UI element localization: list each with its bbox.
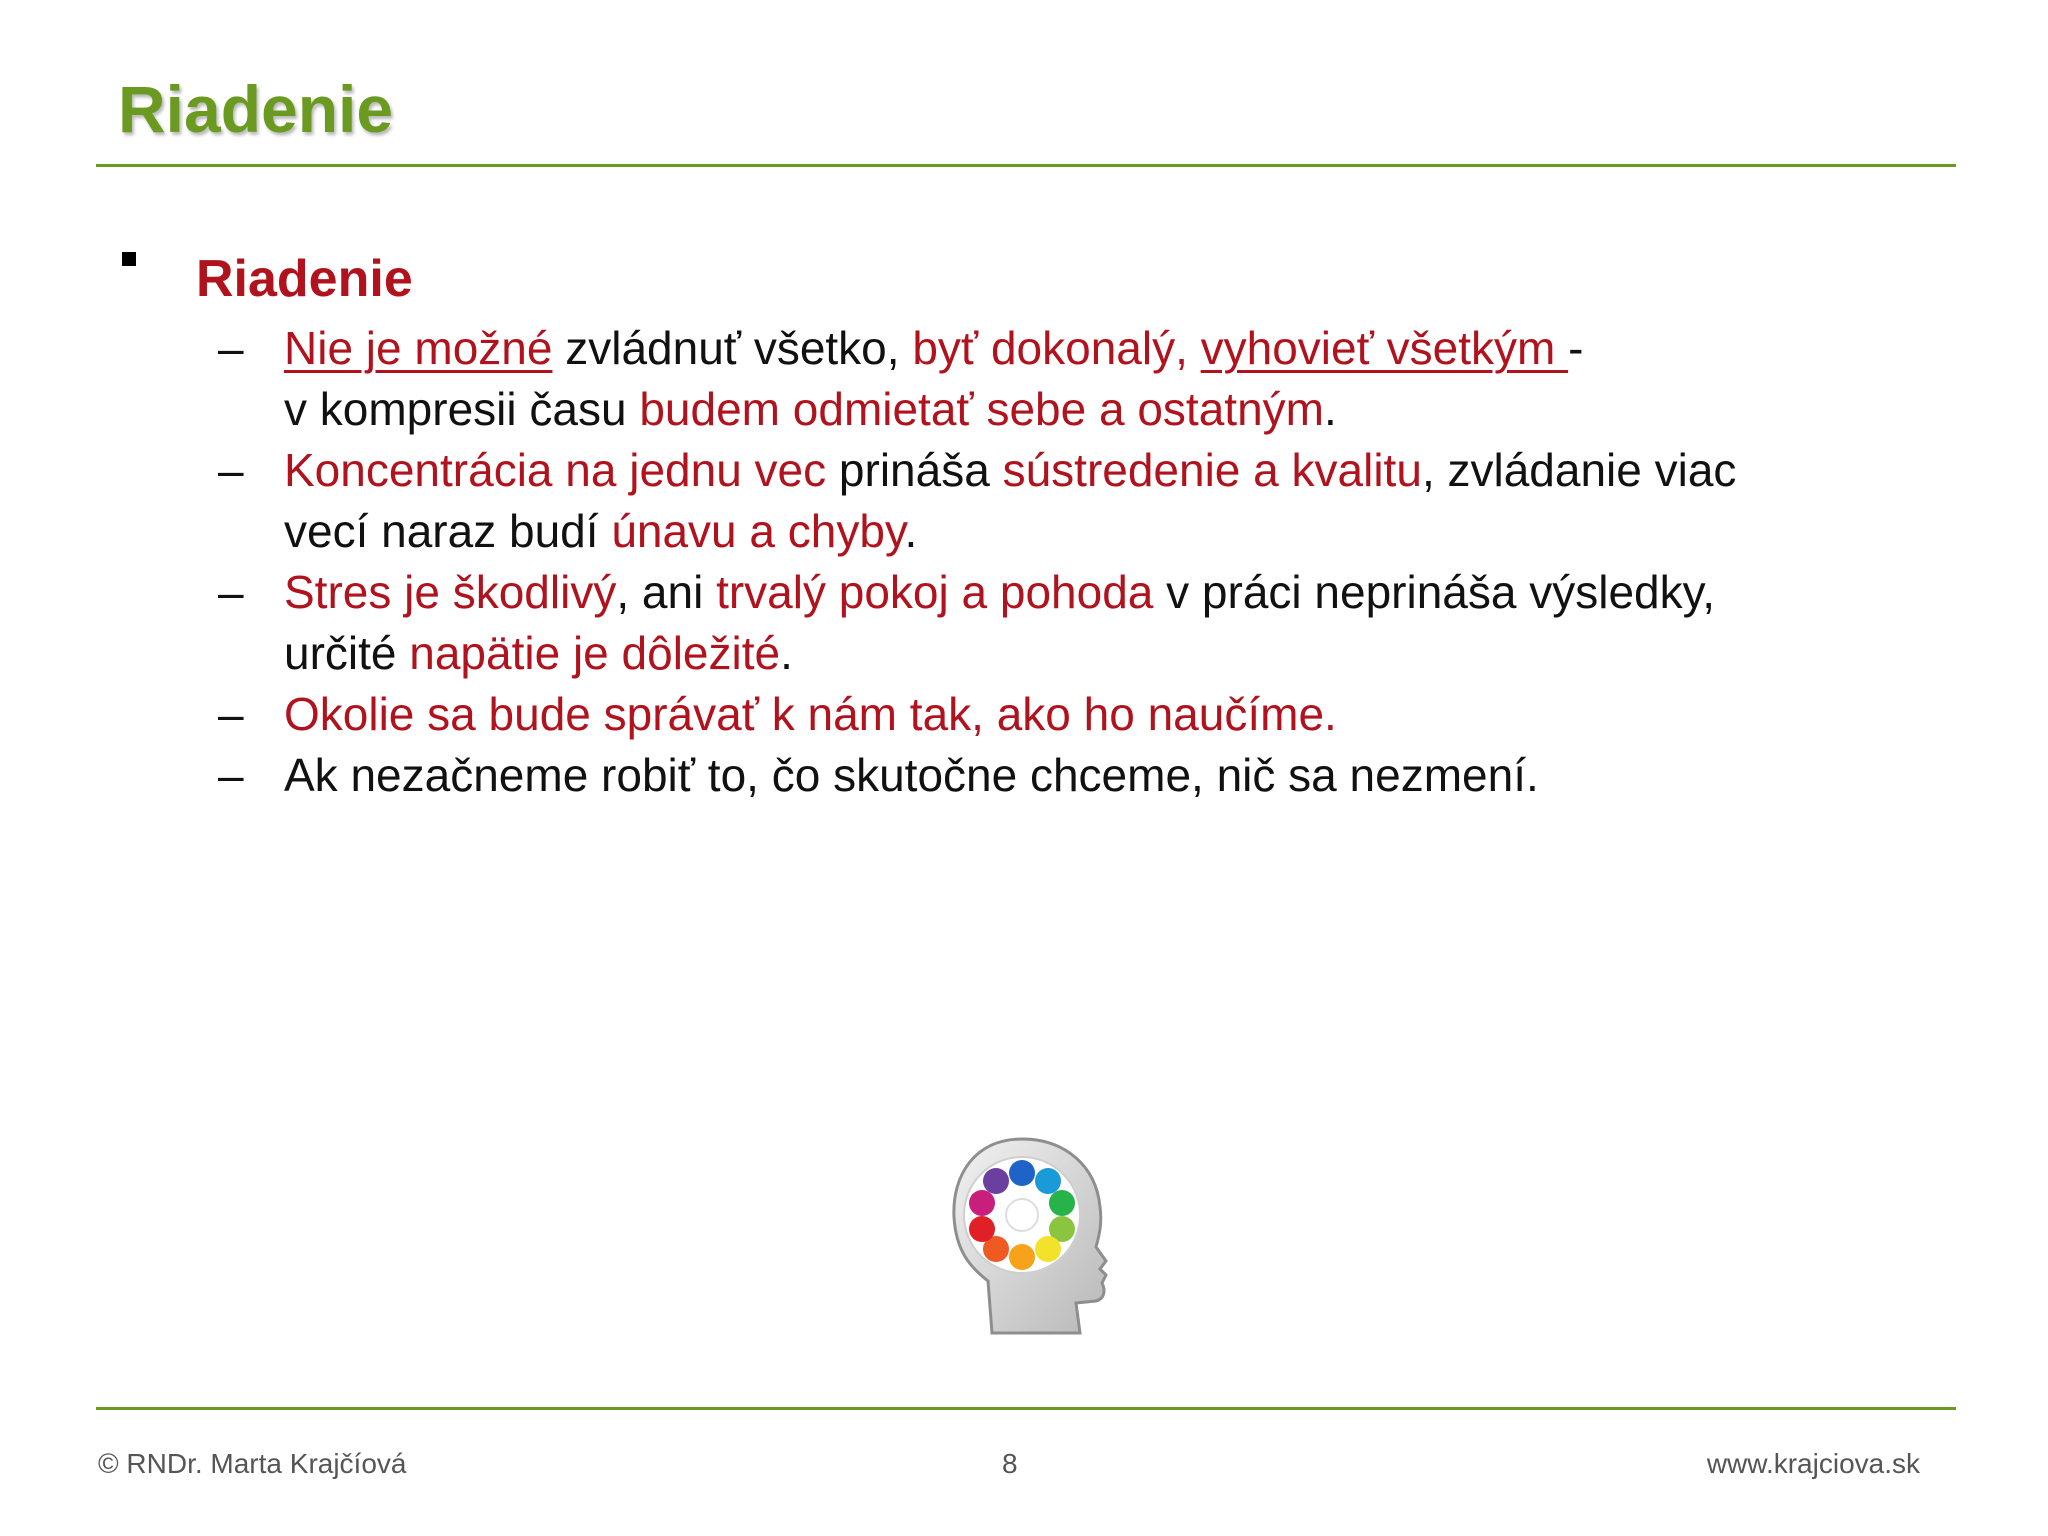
bullet-marker — [122, 252, 136, 266]
sub-bullet-item — [218, 745, 1918, 806]
sub-bullet-item — [218, 684, 1918, 745]
dash-marker: – — [218, 444, 244, 496]
text-segment: , ani — [616, 566, 717, 618]
dash-marker: – — [218, 688, 244, 740]
sub-bullet-item — [218, 318, 1918, 440]
footer-website: www.krajciova.sk — [1706, 1448, 1920, 1479]
title-divider — [96, 164, 1956, 167]
text-segment: sústredenie a kvalitu — [1002, 444, 1422, 496]
text-segment: vyhovieť všetkým — [1200, 322, 1569, 374]
page-number: 8 — [1002, 1448, 1018, 1479]
text-segment: - — [1568, 322, 1584, 374]
text-segment: v práci neprináša výsledky, — [1153, 566, 1715, 618]
text-segment: Nie je možné — [284, 322, 553, 374]
head-with-colorful-lightbulbs-icon — [930, 1125, 1130, 1345]
text-segment: . — [780, 627, 793, 679]
text-segment: v kompresii času — [284, 383, 640, 435]
text-segment: , zvládanie viac — [1421, 444, 1737, 496]
slide-title: Riadenie — [118, 72, 394, 146]
square-bullet-icon — [122, 252, 136, 266]
text-segment: budem odmietať sebe a ostatným — [639, 383, 1324, 435]
text-segment: únavu a chyby — [611, 505, 905, 557]
text-segment: . — [1323, 383, 1337, 435]
text-segment: prináša — [826, 444, 1003, 496]
text-segment: . — [904, 505, 918, 557]
bullet-heading: Riadenie — [196, 250, 413, 308]
text-segment: trvalý pokoj a pohoda — [716, 566, 1154, 618]
sub-bullet-list — [218, 318, 1918, 806]
text-segment: Ak nezačneme robiť to, čo skutočne chceme, nič sa nezmení. — [284, 749, 1539, 801]
text-segment: zvládnuť všetko, — [552, 322, 913, 374]
sub-bullet-item — [218, 440, 1918, 562]
text-segment: byť dokonalý, — [912, 322, 1201, 374]
dash-marker: – — [218, 566, 244, 618]
footer-divider — [96, 1407, 1956, 1410]
dash-marker: – — [218, 322, 244, 374]
text-segment: vecí naraz budí — [284, 505, 612, 557]
sub-bullet-item — [218, 562, 1918, 684]
text-segment: Koncentrácia na jednu vec — [284, 444, 827, 496]
text-segment: Okolie sa bude správať k nám tak, ako ho naučíme. — [284, 688, 1337, 740]
text-segment: napätie je dôležité — [409, 627, 781, 679]
text-segment: určité — [284, 627, 410, 679]
footer-author: © RNDr. Marta Krajčíová — [98, 1448, 407, 1479]
dash-marker: – — [218, 749, 244, 801]
text-segment: Stres je škodlivý — [284, 566, 617, 618]
